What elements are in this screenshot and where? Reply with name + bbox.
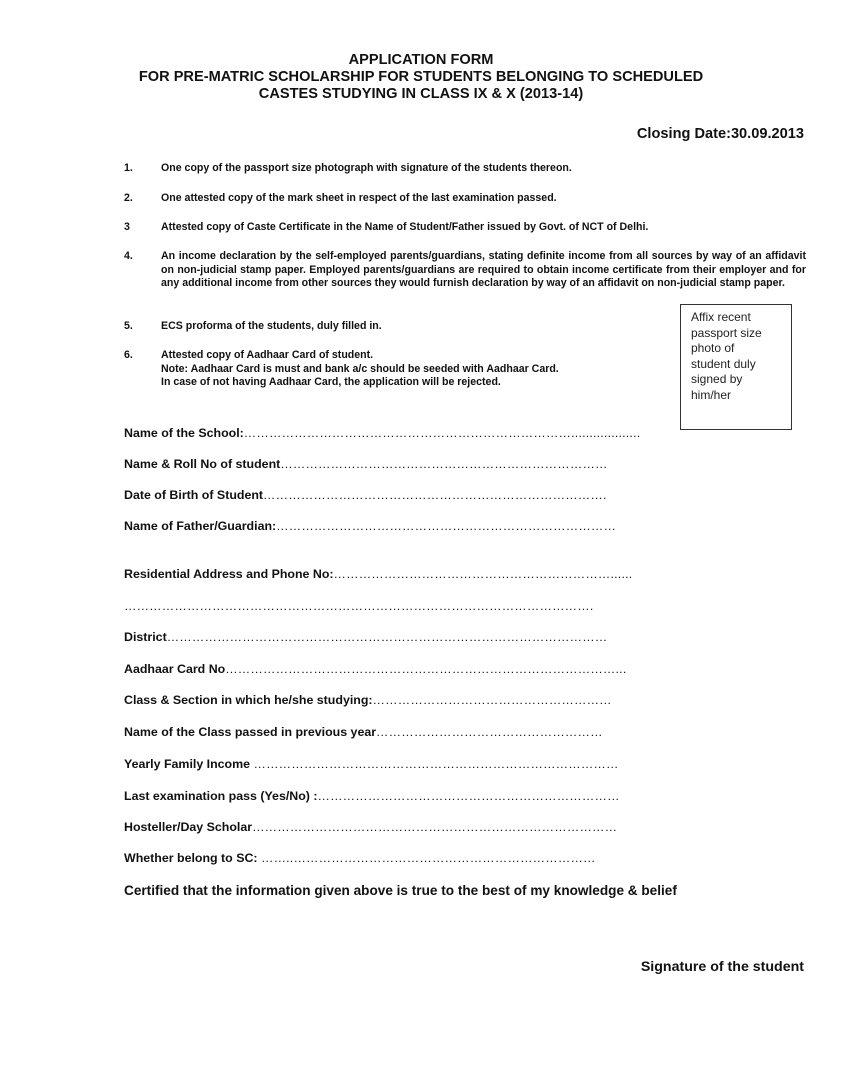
document-number: 2. bbox=[124, 192, 133, 204]
aadhaar-rejection-note: In case of not having Aadhaar Card, the application will be rejected. bbox=[161, 376, 501, 388]
field-dots: ……………………………………………… bbox=[376, 725, 603, 739]
belong-to-sc-field[interactable] bbox=[124, 850, 669, 866]
field-label: Residential Address and Phone No: bbox=[124, 567, 334, 581]
title-line-2: FOR PRE-MATRIC SCHOLARSHIP FOR STUDENTS BELONGING TO SCHEDULED bbox=[138, 69, 704, 85]
document-number: 1. bbox=[124, 162, 133, 174]
field-dots: …………………………………………………………………………………... bbox=[225, 662, 627, 676]
document-number: 5. bbox=[124, 320, 133, 332]
field-dots: ……………………………………………………………………… bbox=[276, 519, 617, 533]
field-dots: …………………………………………………………………………… bbox=[253, 757, 619, 771]
photo-box-line: student duly bbox=[691, 356, 756, 371]
photo-box-line: him/her bbox=[691, 387, 732, 402]
field-dots: ……………………………………………………………… bbox=[317, 789, 620, 803]
aadhaar-number-field[interactable] bbox=[124, 661, 674, 677]
school-name-field[interactable] bbox=[124, 425, 654, 441]
field-dots: …………………………………………………………………………… bbox=[252, 820, 618, 834]
photo-box-line: signed by bbox=[691, 372, 743, 386]
field-label: Name of Father/Guardian: bbox=[124, 519, 277, 533]
date-of-birth-field[interactable] bbox=[124, 487, 658, 503]
photo-box-line: Affix recent bbox=[691, 310, 751, 324]
aadhaar-note: Note: Aadhaar Card is must and bank a/c should be seeded with Aadhaar Card. bbox=[161, 362, 559, 375]
photo-placeholder-box[interactable] bbox=[680, 304, 792, 430]
address-phone-field[interactable] bbox=[124, 566, 664, 582]
student-signature-label[interactable]: Signature of the student bbox=[640, 959, 804, 975]
photo-box-line: photo of bbox=[691, 341, 735, 355]
document-text: One copy of the passport size photograph with signature of the students thereon. bbox=[161, 162, 572, 174]
district-field[interactable] bbox=[124, 629, 666, 645]
field-dots: …………………………………………………………...... bbox=[333, 567, 633, 581]
closing-date: Closing Date:30.09.2013 bbox=[636, 126, 804, 142]
address-continuation-field[interactable] bbox=[124, 598, 670, 614]
field-label: Yearly Family Income bbox=[124, 757, 254, 771]
field-dots: ………………………………………………………………………. bbox=[263, 488, 607, 502]
field-label: Whether belong to SC: bbox=[124, 851, 261, 865]
document-text: One attested copy of the mark sheet in respect of the last examination passed. bbox=[161, 192, 557, 204]
field-dots: …………………………………………………………………………………………… bbox=[166, 630, 608, 644]
field-label: Last examination pass (Yes/No) : bbox=[124, 789, 318, 803]
field-label: Date of Birth of Student bbox=[124, 488, 264, 502]
field-dots: ………………………………………………… bbox=[372, 693, 612, 707]
student-name-roll-field[interactable] bbox=[124, 456, 660, 472]
document-text: An income declaration by the self-employed parents/guardians, stating definite income from all sources by way of an affidavit on non-judicial stamp paper. Employed parents/guardians are required to obtain income certificate from their employer and for any additional income from other sources they would furnish declaration by way of an affidavit on non-judicial stamp paper. bbox=[161, 250, 806, 289]
field-label: Name of the Class passed in previous year bbox=[124, 725, 377, 739]
document-text: ECS proforma of the students, duly filled in. bbox=[161, 320, 382, 332]
title-line-3: CASTES STUDYING IN CLASS IX & X (2013-14) bbox=[258, 86, 584, 102]
field-label: District bbox=[124, 630, 167, 644]
hosteller-day-scholar-field[interactable] bbox=[124, 819, 665, 835]
aadhaar-requirement: Attested copy of Aadhaar Card of student. bbox=[161, 349, 374, 361]
field-label: Name of the School: bbox=[124, 426, 244, 440]
field-label: Hosteller/Day Scholar bbox=[124, 820, 253, 834]
field-dots: …………………………………………………………………… bbox=[280, 457, 608, 471]
last-exam-pass-field[interactable] bbox=[124, 788, 669, 804]
form-title bbox=[0, 52, 842, 103]
document-number: 4. bbox=[124, 250, 133, 262]
field-dots: ……..……………………………………………………………… bbox=[260, 851, 596, 865]
document-number: 6. bbox=[124, 349, 133, 361]
field-dots: …………………………………………………………………………………………………. bbox=[124, 599, 594, 613]
field-label: Name & Roll No of student bbox=[124, 457, 281, 471]
title-line-1: APPLICATION FORM bbox=[348, 52, 494, 68]
field-label: Aadhaar Card No bbox=[124, 662, 226, 676]
document-text: Attested copy of Caste Certificate in the Name of Student/Father issued by Govt. of NCT of Delhi. bbox=[161, 221, 649, 233]
father-guardian-field[interactable] bbox=[124, 518, 665, 534]
previous-class-field[interactable] bbox=[124, 724, 665, 740]
family-income-field[interactable] bbox=[124, 756, 667, 772]
certification-statement: Certified that the information given above is true to the best of my knowledge & belief bbox=[124, 883, 677, 898]
photo-box-line: passport size bbox=[691, 325, 762, 340]
document-number: 3 bbox=[124, 221, 130, 233]
field-label: Class & Section in which he/she studying: bbox=[124, 693, 373, 707]
class-section-field[interactable] bbox=[124, 692, 666, 708]
field-dots: ……………………………………………………………………................... bbox=[243, 426, 641, 440]
